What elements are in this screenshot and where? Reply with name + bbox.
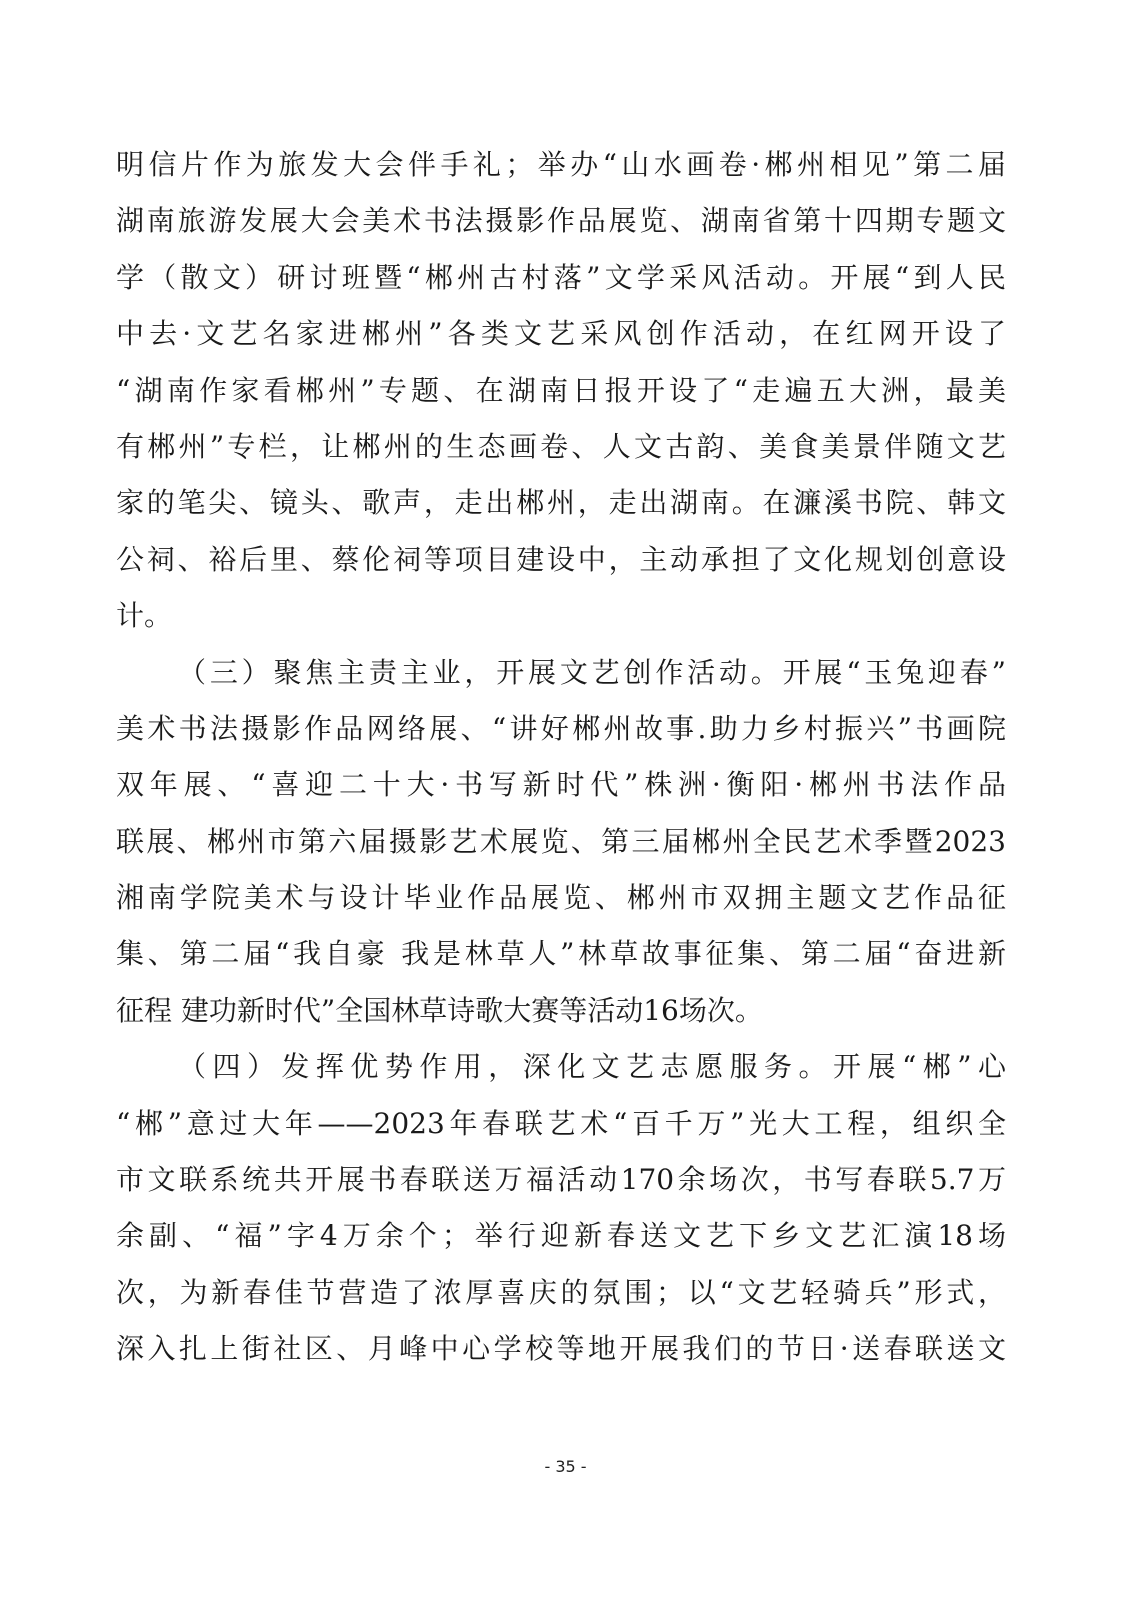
text-line: 家的笔尖、镜头、歌声，走出郴州，走出湖南。在濂溪书院、韩文 — [116, 486, 1006, 520]
section-heading-line: （三）聚焦主责主业，开展文艺创作活动。开展“玉兔迎春” — [178, 655, 1006, 689]
paragraph-1 — [116, 137, 1006, 645]
text-line: 征程 建功新时代”全国林草诗歌大赛等活动16场次。 — [116, 993, 763, 1027]
text-line: 明信片作为旅发大会伴手礼；举办“山水画卷·郴州相见”第二届 — [116, 148, 1006, 181]
text-line: 次，为新春佳节营造了浓厚喜庆的氛围；以“文艺轻骑兵”形式， — [116, 1275, 1006, 1309]
text-line: 湖南旅游发展大会美术书法摄影作品展览、湖南省第十四期专题文 — [116, 204, 1006, 238]
text-line: 美术书法摄影作品网络展、“讲好郴州故事.助力乡村振兴”书画院 — [116, 711, 1006, 745]
paragraph-3 — [116, 1039, 1006, 1377]
page-number: - 35 - — [544, 1457, 587, 1476]
text-line: 双年展、“喜迎二十大·书写新时代”株洲·衡阳·郴州书法作品 — [116, 768, 1006, 802]
text-line: 深入扎上街社区、月峰中心学校等地开展我们的节日·送春联送文 — [116, 1332, 1006, 1366]
text-line: 中去·文艺名家进郴州”各类文艺采风创作活动，在红网开设了 — [116, 317, 1006, 351]
text-line: 余副、“福”字4万余个；举行迎新春送文艺下乡文艺汇演18场 — [116, 1219, 1006, 1253]
text-line: 联展、郴州市第六届摄影艺术展览、第三届郴州全民艺术季暨2023 — [116, 824, 1006, 858]
text-line: 集、第二届“我自豪 我是林草人”林草故事征集、第二届“奋进新 — [116, 937, 1006, 971]
section-heading-line: （四）发挥优势作用，深化文艺志愿服务。开展“郴”心 — [178, 1050, 1006, 1084]
body-text — [116, 137, 1006, 1378]
text-line: “郴”意过大年——2023年春联艺术“百千万”光大工程，组织全 — [116, 1106, 1006, 1140]
paragraph-2 — [116, 645, 1006, 1040]
text-line: 有郴州”专栏，让郴州的生态画卷、人文古韵、美食美景伴随文艺 — [116, 429, 1006, 463]
text-line: “湖南作家看郴州”专题、在湖南日报开设了“走遍五大洲，最美 — [116, 373, 1006, 407]
text-line: 市文联系统共开展书春联送万福活动170余场次，书写春联5.7万 — [116, 1163, 1006, 1197]
text-line: 学（散文）研讨班暨“郴州古村落”文学采风活动。开展“到人民 — [116, 260, 1006, 294]
text-line: 计。 — [116, 599, 173, 633]
text-line: 湘南学院美术与设计毕业作品展览、郴州市双拥主题文艺作品征 — [116, 881, 1006, 915]
text-line: 公祠、裕后里、蔡伦祠等项目建设中，主动承担了文化规划创意设 — [116, 542, 1006, 576]
